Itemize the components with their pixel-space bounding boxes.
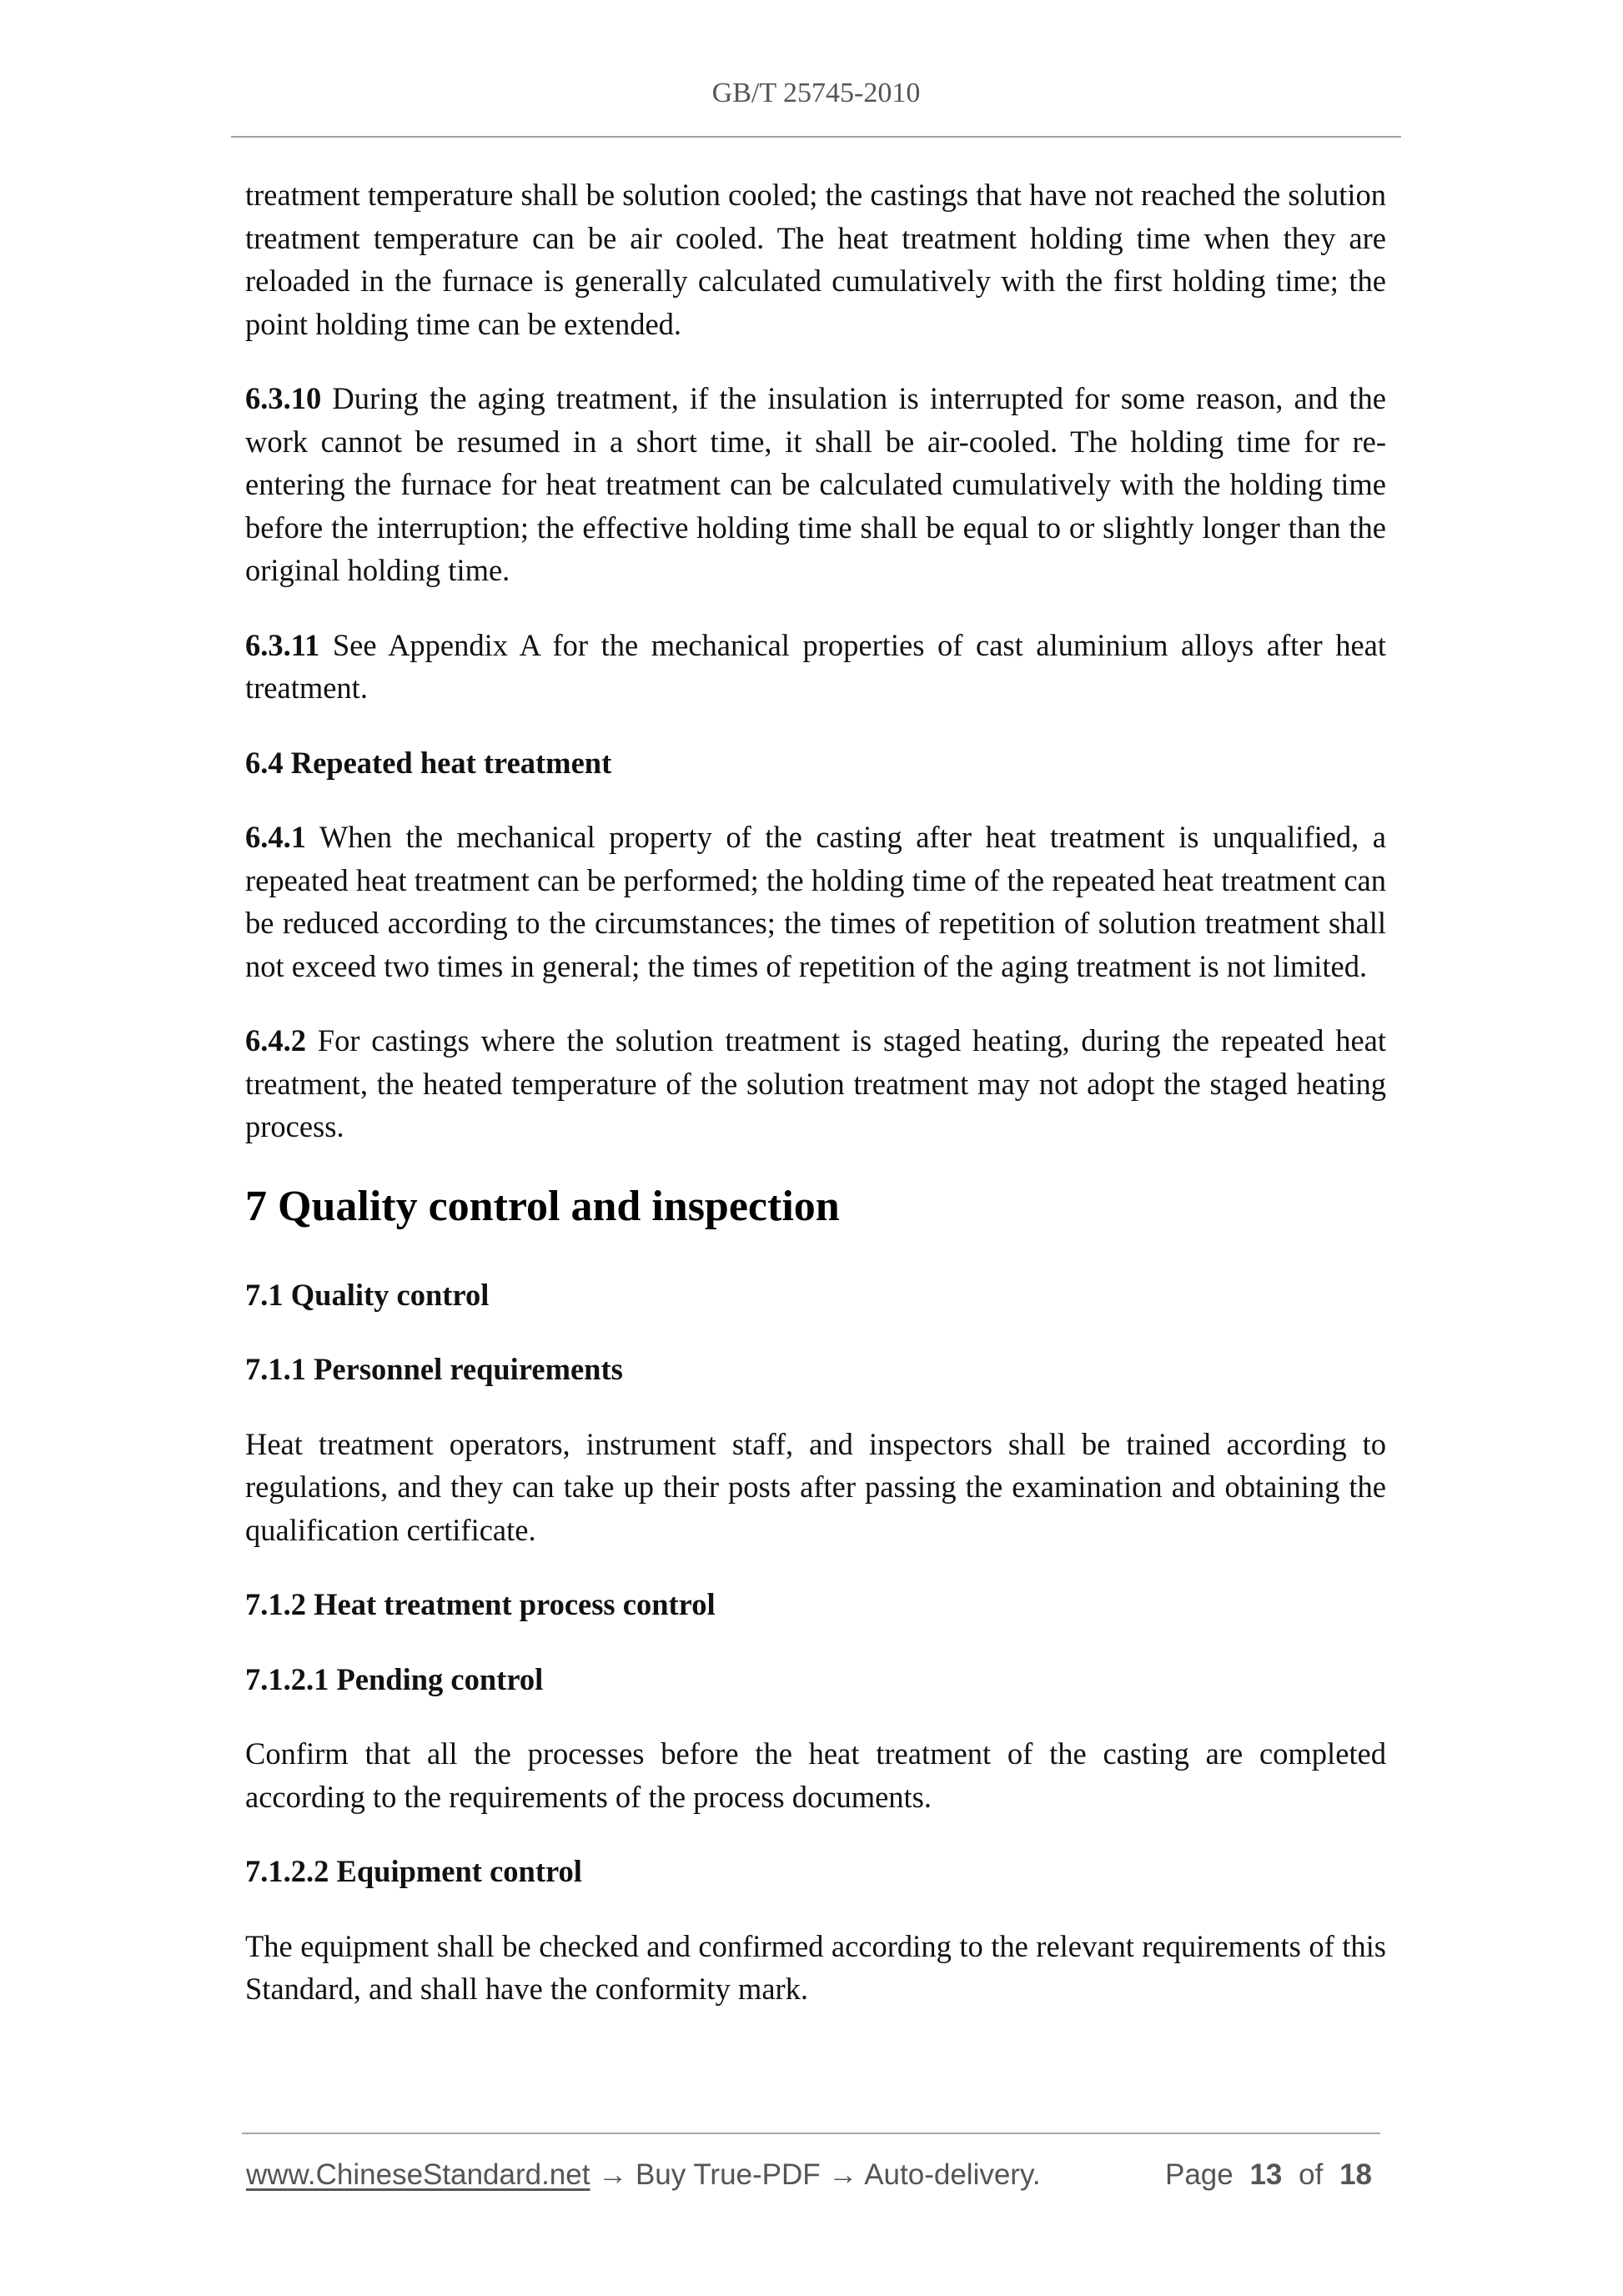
page-current: 13 — [1249, 2158, 1283, 2191]
chapter-heading-7: 7 Quality control and inspection — [245, 1182, 840, 1230]
paragraph-7-1-1: Heat treatment operators, instrument staff, and inspectors shall be trained according to regulations, and they can take up their posts after passing the examination and obtaining the qualification certificate. — [245, 1426, 1386, 1547]
clause-6-4-2 — [245, 1019, 1386, 1148]
header-divider — [231, 136, 1401, 138]
clause-text: During the aging treatment, if the insulation is interrupted for some reason, and the work cannot be resumed in a short time, it shall be air-cooled. The holding time for re-entering the furnace for heat treatment can be calculated cumulatively with the holding time before the interruption; the effective holding time shall be equal to or slightly longer than the original holding time. — [245, 381, 1386, 587]
page-label: Page — [1164, 2158, 1234, 2191]
clause-number: 6.3.11 — [245, 627, 320, 662]
heading-7-1-2-1: 7.1.2.1 Pending control — [245, 1661, 544, 1696]
paragraph-7-1-2-2: The equipment shall be checked and confirmed according to the relevant requirements of this Standard, and shall have the conformity mark. — [245, 1928, 1386, 2006]
buy-text: Buy True-PDF — [635, 2158, 821, 2191]
heading-7-1-2: 7.1.2 Heat treatment process control — [245, 1587, 716, 1621]
clause-6-4-1 — [245, 816, 1386, 987]
clause-text: For castings where the solution treatment is staged heating, during the repeated heat treatment, the heated temperature of the solution treatment may not adopt the staged heating process. — [245, 1023, 1386, 1143]
of-label: of — [1299, 2158, 1324, 2191]
arrow-right-icon: → — [828, 2158, 858, 2191]
site-link[interactable]: www.ChineseStandard.net — [246, 2158, 590, 2191]
heading-7-1-2-2: 7.1.2.2 Equipment control — [245, 1854, 582, 1888]
heading-7-1: 7.1 Quality control — [245, 1277, 490, 1312]
clause-6-3-10 — [245, 377, 1386, 592]
document-body — [245, 173, 1386, 2042]
clause-number: 6.4.1 — [245, 820, 306, 854]
clause-number: 6.4.2 — [245, 1023, 306, 1058]
page-footer — [246, 2154, 1380, 2196]
clause-text: When the mechanical property of the casting after heat treatment is unqualified, a repeated heat treatment can be performed; the holding time of the repeated heat treatment can be reduced according to the circumstances; the times of repetition of solution treatment shall not exceed two times in general; the times of repetition of the aging treatment is not limited. — [245, 820, 1386, 983]
paragraph-continued: treatment temperature shall be solution cooled; the castings that have not reached the solution treatment temperature can be air cooled. The heat treatment holding time when they are reloaded in the furnace is generally calculated cumulatively with the first holding time; the point holding time can be extended. — [245, 178, 1386, 341]
clause-text: See Appendix A for the mechanical properties of cast aluminium alloys after heat treatment. — [245, 627, 1386, 705]
clause-number: 6.3.10 — [245, 381, 322, 415]
clause-6-3-11 — [245, 624, 1386, 710]
paragraph-7-1-2-1: Confirm that all the processes before the heat treatment of the casting are completed according to the requirements of the process documents. — [245, 1736, 1386, 1814]
delivery-text: Auto-delivery. — [864, 2158, 1041, 2191]
document-code: GB/T 25745-2010 — [711, 78, 921, 108]
arrow-right-icon: → — [598, 2158, 628, 2191]
footer-divider — [242, 2133, 1380, 2134]
page-total: 18 — [1339, 2158, 1372, 2191]
page-header — [231, 77, 1401, 110]
heading-6-4: 6.4 Repeated heat treatment — [245, 745, 612, 780]
page-indicator — [1165, 2154, 1372, 2196]
footer-promo — [246, 2154, 1041, 2196]
heading-7-1-1: 7.1.1 Personnel requirements — [245, 1352, 623, 1386]
